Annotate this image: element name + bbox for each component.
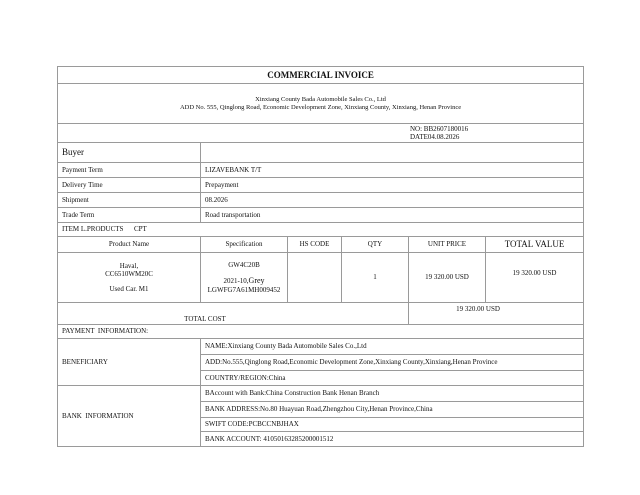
item-product-brand: Haval, — [119, 261, 139, 270]
item-spec-color: Grey — [248, 276, 265, 286]
seller-name: Xinxiang County Bada Automobile Sales Co., Ltd — [255, 96, 386, 104]
item-spec-year-color — [205, 276, 283, 285]
shipment-label: Shipment — [58, 193, 201, 208]
bank-swift: SWIFT CODE:PCBCCNBJHAX — [201, 418, 584, 432]
col-qty: QTY — [342, 237, 409, 253]
total-cost-label: TOTAL COST — [58, 303, 409, 325]
item-product-type: Used Car. M1 — [109, 285, 149, 294]
item-spec-engine: GW4C20B — [228, 261, 260, 270]
commercial-invoice — [57, 66, 584, 447]
table-row — [58, 253, 584, 303]
delivery-time-value: Prepayment — [201, 178, 584, 193]
col-product-name: Product Name — [58, 237, 201, 253]
seller-block — [58, 84, 584, 124]
payment-term-value: LIZAVEBANK T/T — [201, 163, 584, 178]
delivery-time-label: Delivery Time — [58, 178, 201, 193]
item-spec-date: 2021-10, — [223, 277, 249, 286]
item-unit-price: 19 320.00 USD — [409, 253, 486, 303]
trade-term-value: Road transportation — [201, 208, 584, 223]
item-product-model: CC6510WM20C — [105, 269, 153, 278]
item-qty: 1 — [342, 253, 409, 303]
payment-term-label: Payment Term — [58, 163, 201, 178]
bank-account: BANK ACCOUNT: 41050163285200001512 — [201, 432, 584, 447]
invoice-number: NO: BB2607180016 — [410, 124, 469, 133]
invoice-date: DATE04.08.2026 — [410, 133, 460, 141]
col-unit-price: UNIT PRICE — [409, 237, 486, 253]
buyer-label: Buyer — [58, 143, 201, 163]
col-specification: Specification — [201, 237, 288, 253]
beneficiary-address: ADD:No.555,Qinglong Road,Economic Development Zone,Xinxiang County,Xinxiang,Henan Province — [201, 355, 584, 371]
invoice-meta — [58, 124, 584, 143]
item-line: ITEM L.PRODUCTS CPT — [58, 223, 584, 237]
item-total-value: 19 320.00 USD — [486, 253, 584, 303]
beneficiary-country: COUNTRY/REGION:China — [201, 371, 584, 386]
col-hs-code: HS CODE — [288, 237, 342, 253]
invoice-title: COMMERCIAL INVOICE — [58, 67, 584, 84]
payment-info-label: PAYMENT INFORMATION: — [58, 325, 584, 339]
total-cost-value: 19 320.00 USD — [409, 303, 584, 325]
item-hs-code — [288, 253, 342, 303]
bank-info-label: BANK INFORMATION — [58, 386, 201, 447]
shipment-value: 08.2026 — [201, 193, 584, 208]
beneficiary-label: BENEFICIARY — [58, 339, 201, 386]
item-spec — [201, 253, 288, 303]
bank-address: BANK ADDRESS:No.80 Huayuan Road,Zhengzhou City,Henan Province,China — [201, 402, 584, 418]
col-total-value: TOTAL VALUE — [486, 237, 584, 253]
bank-account-with: BAccount with Bank:China Construction Bank Henan Branch — [201, 386, 584, 402]
item-spec-vin: LGWFG7A61MH009452 — [207, 285, 281, 294]
trade-term-label: Trade Term — [58, 208, 201, 223]
seller-address: ADD No. 555, Qinglong Road, Economic Development Zone, Xinxiang County, Xinxiang, Henan Province — [179, 103, 462, 111]
beneficiary-name: NAME:Xinxiang County Bada Automobile Sales Co.,Ltd — [201, 339, 584, 355]
buyer-value — [201, 143, 584, 163]
item-product — [58, 253, 201, 303]
